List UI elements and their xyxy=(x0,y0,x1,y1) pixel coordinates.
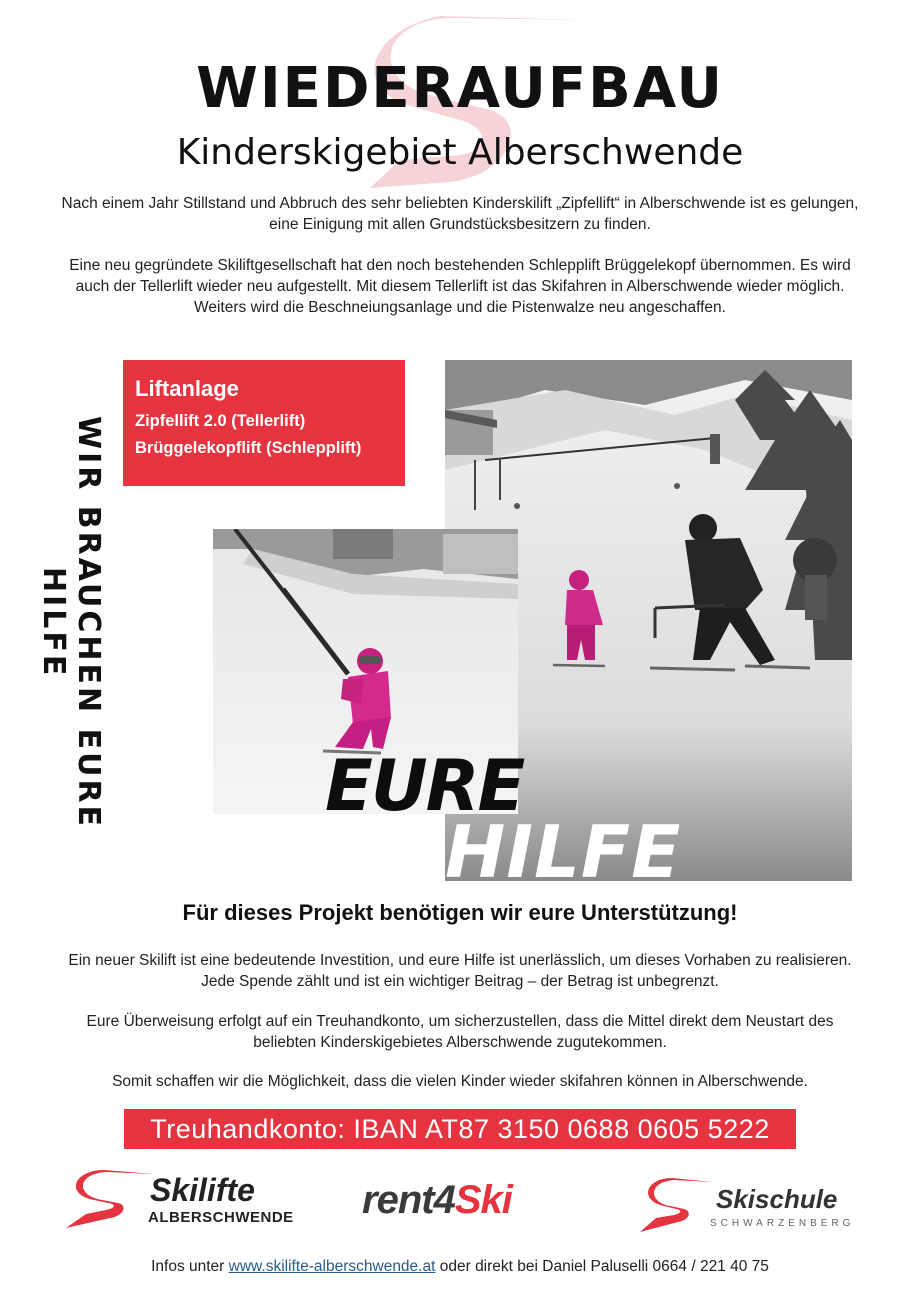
lift-box-title: Liftanlage xyxy=(135,376,239,401)
intro-paragraph-2: Eine neu gegründete Skiliftgesellschaft hat den noch bestehenden Schlepplift Brüggelekopf übernommen. Es wird auch der Tellerlift wieder neu aufgestellt. Mit diesem Tellerlift ist das Skifahren in Alberschwende wieder möglich. Weiters wird die Beschneiungsanlage und die Pistenwalze neu angeschaffen. xyxy=(69,257,851,316)
rent4ski-logo-part2: Ski xyxy=(454,1178,512,1222)
footer-prefix: Infos unter xyxy=(151,1258,225,1275)
skischule-logo-line1: Skischule xyxy=(716,1184,838,1214)
support-headline: Für dieses Projekt benötigen wir eure Unterstützung! xyxy=(182,900,738,925)
skischule-s-icon xyxy=(640,1178,715,1234)
overlay-word-eure: EURE xyxy=(325,745,524,827)
page-title: WIEDERAUFBAU xyxy=(196,56,724,121)
support-paragraph-1: Ein neuer Skilift ist eine bedeutende Investition, und eure Hilfe ist unerlässlich, um dieses Vorhaben zu realisieren. Jede Spende zählt und ist ein wichtiger Beitrag – der Betrag ist unbegrenzt. xyxy=(68,952,852,990)
footer-contact: oder direkt bei Daniel Paluselli 0664 / 221 40 75 xyxy=(439,1258,769,1275)
support-paragraph-3: Somit schaffen wir die Möglichkeit, dass die vielen Kinder wieder skifahren können in Alberschwende. xyxy=(112,1073,808,1090)
skischule-logo-line2: SCHWARZENBERG xyxy=(710,1218,855,1229)
skischule-schwarzenberg-logo xyxy=(640,1178,855,1234)
lift-item: Brüggelekopflift (Schlepplift) xyxy=(135,439,362,457)
page-subtitle: Kinderskigebiet Alberschwende xyxy=(176,132,744,173)
website-link[interactable]: www.skilifte-alberschwende.at xyxy=(228,1258,436,1275)
intro-paragraph-1: Nach einem Jahr Stillstand und Abbruch des sehr beliebten Kinderskilift „Zipfellift“ in Alberschwende ist es gelungen, eine Einigung mit allen Grundstücksbesitzern zu finden. xyxy=(61,195,859,233)
skilifte-logo-line2: ALBERSCHWENDE xyxy=(148,1209,294,1226)
lift-item: Zipfellift 2.0 (Tellerlift) xyxy=(135,412,306,430)
lift-info-box xyxy=(123,360,405,486)
skilifte-alberschwende-logo xyxy=(66,1170,296,1232)
iban-banner: Treuhandkonto: IBAN AT87 3150 0688 0605 5222 xyxy=(124,1109,796,1149)
skilifte-s-icon xyxy=(66,1170,156,1232)
rent4ski-logo xyxy=(362,1178,562,1228)
vertical-slogan: WIR BRAUCHEN EURE HILFE xyxy=(36,416,106,830)
rent4ski-logo-part1: rent4 xyxy=(362,1178,455,1222)
footer-info xyxy=(0,1258,920,1276)
overlay-word-hilfe: HILFE xyxy=(445,810,682,894)
support-paragraph-2: Eure Überweisung erfolgt auf ein Treuhandkonto, um sicherzustellen, dass die Mittel direkt dem Neustart des beliebten Kinderskigebietes Alberschwende zugutekommen. xyxy=(86,1013,834,1051)
skilifte-logo-line1: Skilifte xyxy=(150,1172,255,1208)
